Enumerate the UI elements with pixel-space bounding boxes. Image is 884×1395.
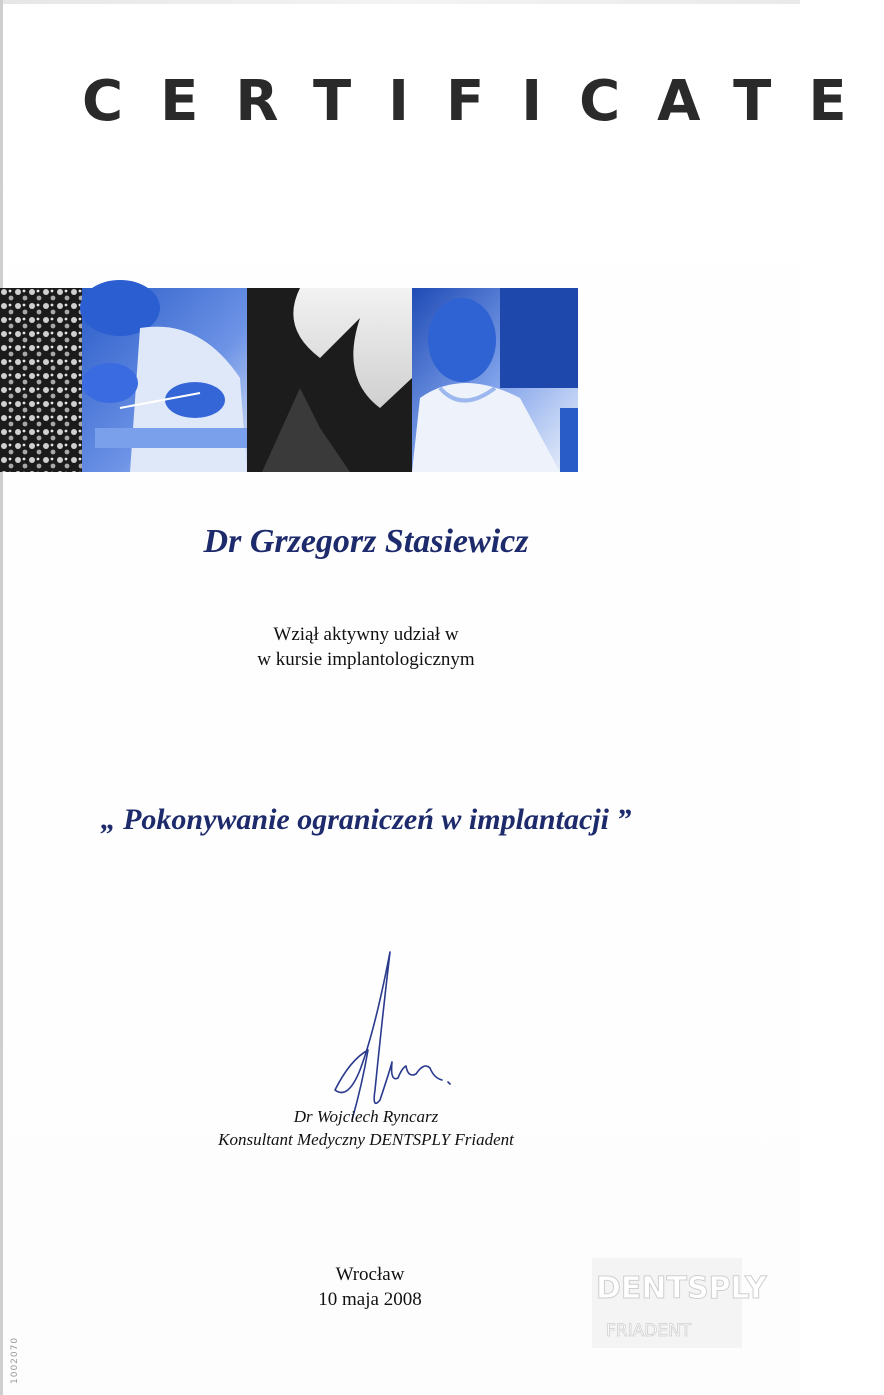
surgeon-hands-image bbox=[80, 280, 247, 472]
date: 10 maja 2008 bbox=[318, 1289, 422, 1310]
logo-wordmark: DENTSPLY bbox=[596, 1271, 767, 1306]
signer-block bbox=[0, 1105, 732, 1151]
page-left-edge bbox=[0, 0, 3, 1395]
signer-role: Konsultant Medyczny DENTSPLY Friadent bbox=[218, 1130, 514, 1149]
bone-texture-image bbox=[0, 288, 82, 472]
course-title: „ Pokonywanie ograniczeń w implantacji ” bbox=[100, 803, 632, 836]
participation-line-1: Wziął aktywny udział w bbox=[273, 624, 459, 645]
signer-name: Dr Wojciech Ryncarz bbox=[293, 1107, 439, 1126]
implant-thread-image bbox=[247, 288, 412, 472]
participation-line-2: w kursie implantologicznym bbox=[257, 649, 475, 670]
recipient-name: Dr Grzegorz Stasiewicz bbox=[203, 523, 529, 560]
page-top-edge bbox=[0, 0, 800, 4]
certificate-title: CERTIFICATE bbox=[82, 69, 884, 134]
dentsply-friadent-logo bbox=[592, 1258, 767, 1348]
doctor-portrait-image bbox=[412, 288, 578, 472]
photo-banner bbox=[0, 288, 578, 472]
place: Wrocław bbox=[335, 1264, 405, 1285]
logo-subtext: FRIADENT bbox=[606, 1321, 692, 1341]
serial-number: 1002070 bbox=[10, 1336, 20, 1384]
participation-text bbox=[0, 622, 732, 672]
